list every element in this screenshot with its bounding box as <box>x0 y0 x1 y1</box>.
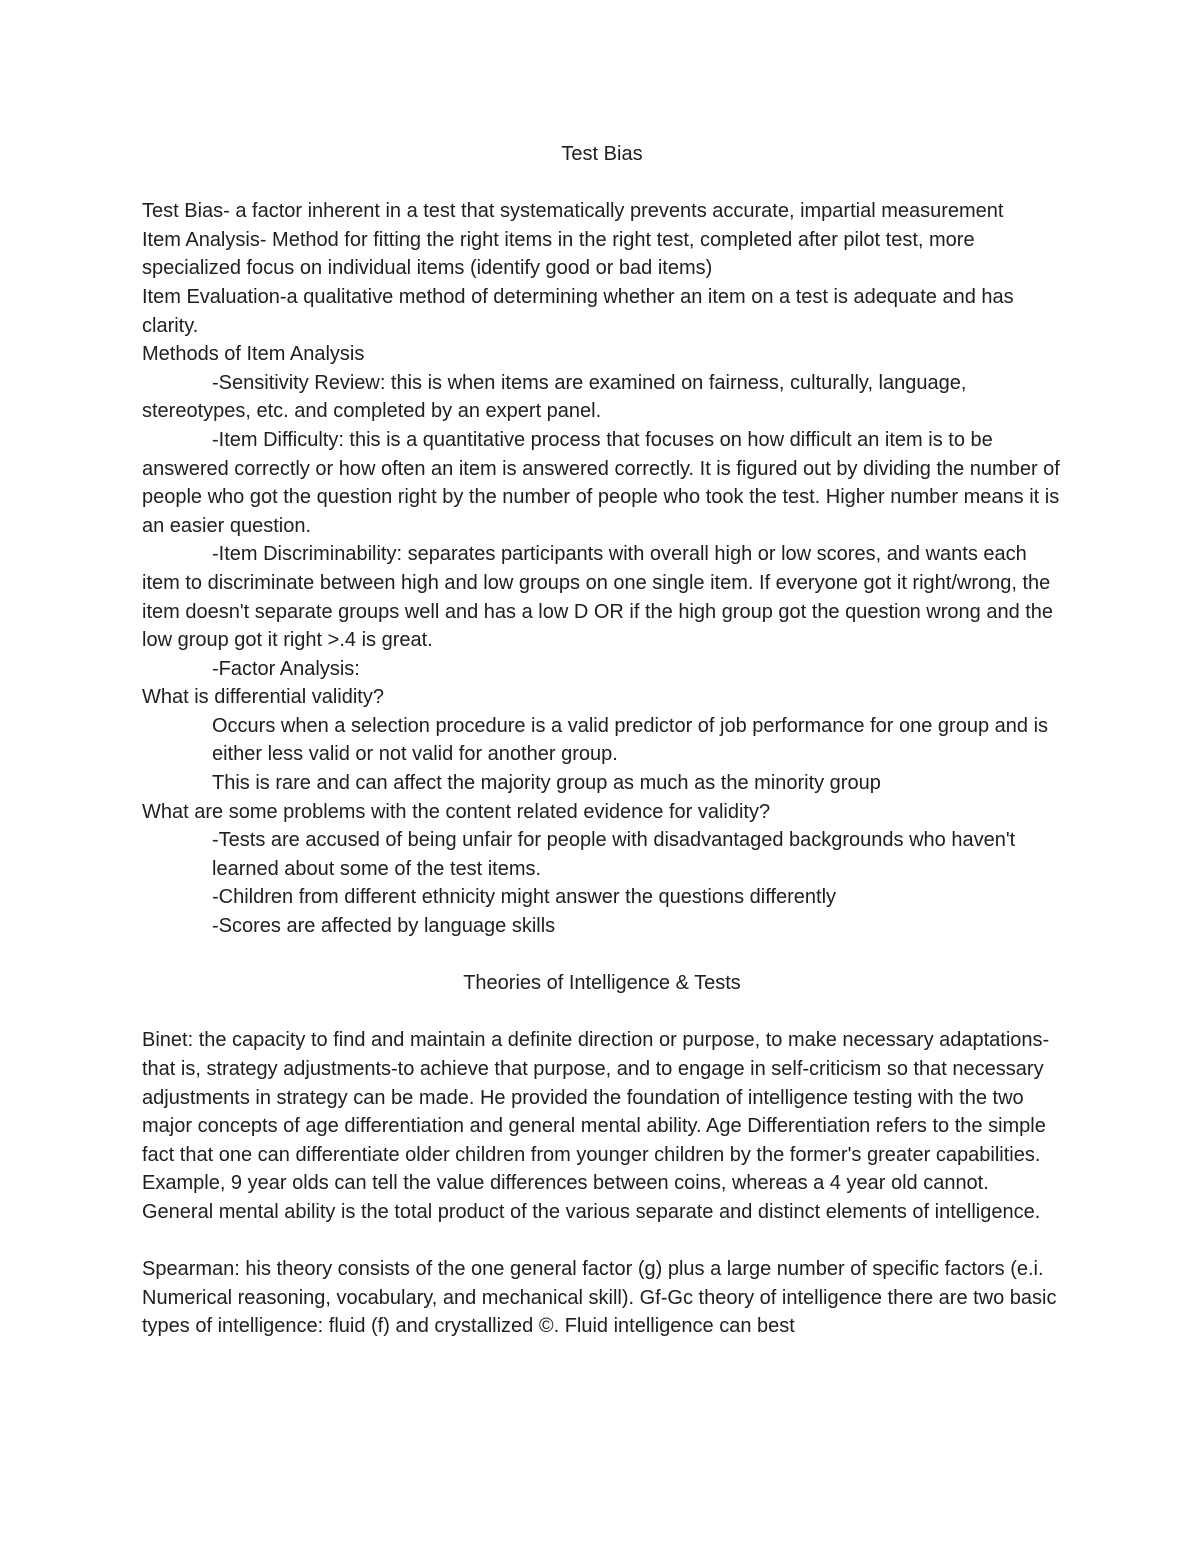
definition-test-bias: Test Bias- a factor inherent in a test that systematically prevents accurate, impartial measurement <box>142 200 1004 223</box>
definition-item-evaluation: Item Evaluation-a qualitative method of determining whether an item on a test is adequate and has clarity. <box>142 285 1014 337</box>
question-content-validity: What are some problems with the content related evidence for validity? <box>142 800 771 823</box>
answer-differential-validity-1: Occurs when a selection procedure is a valid predictor of job performance for one group and is either less valid or not valid for another group. <box>212 714 1049 766</box>
method-item-discriminability: -Item Discriminability: separates participants with overall high or low scores, and wants each item to discriminate between high and low groups on one single item. If everyone got it right/wrong, the item doesn't separate groups well and has a low D OR if the high group got the question wrong and the low group got it right >.4 is great. <box>142 543 1054 652</box>
spacer <box>142 941 1062 970</box>
paragraph-spearman: Spearman: his theory consists of the one general factor (g) plus a large number of specific factors (e.i. Numerical reasoning, vocabulary, and mechanical skill). Gf-Gc theory of intelligence there are two basic types of intelligence: fluid (f) and crystallized ©. Fluid intelligence can best <box>142 1258 1057 1338</box>
answer-content-validity-3: -Scores are affected by language skills <box>212 915 556 938</box>
paragraph-binet: Binet: the capacity to find and maintain a definite direction or purpose, to make necessary adaptations-that is, strategy adjustments-to achieve that purpose, and to engage in self-criticism so that necessary adjustments in strategy can be made. He provided the foundation of intelligence testing with the two major concepts of age differentiation and general mental ability. Age Differentiation refers to the simple fact that one can differentiate older children from younger children by the former's greater capabilities. Example, 9 year olds can tell the value differences between coins, whereas a 4 year old cannot. General mental ability is the total product of the various separate and distinct elements of intelligence. <box>142 1029 1050 1223</box>
answer-content-validity-2: -Children from different ethnicity might answer the questions differently <box>212 886 837 909</box>
section-title-test-bias: Test Bias <box>561 143 643 165</box>
methods-heading: Methods of Item Analysis <box>142 343 365 366</box>
method-factor-analysis: -Factor Analysis: <box>212 657 360 680</box>
definition-item-analysis: Item Analysis- Method for fitting the right items in the right test, completed after pilot test, more specialized focus on individual items (identify good or bad items) <box>142 228 975 280</box>
spacer <box>142 1227 1062 1256</box>
method-item-difficulty: -Item Difficulty: this is a quantitative process that focuses on how difficult an item is to be answered correctly or how often an item is answered correctly. It is figured out by dividing the number of people who got the question right by the number of people who took the test. Higher number means it is an easier question. <box>142 428 1060 537</box>
answer-differential-validity-2: This is rare and can affect the majority group as much as the minority group <box>212 772 881 795</box>
answer-content-validity-1: -Tests are accused of being unfair for people with disadvantaged backgrounds who haven't learned about some of the test items. <box>212 829 1016 880</box>
method-sensitivity-review: -Sensitivity Review: this is when items are examined on fairness, culturally, language, stereotypes, etc. and completed by an expert panel. <box>142 371 967 423</box>
document-page <box>142 140 1062 1341</box>
question-differential-validity: What is differential validity? <box>142 686 384 709</box>
section-title-intelligence: Theories of Intelligence & Tests <box>463 972 741 995</box>
